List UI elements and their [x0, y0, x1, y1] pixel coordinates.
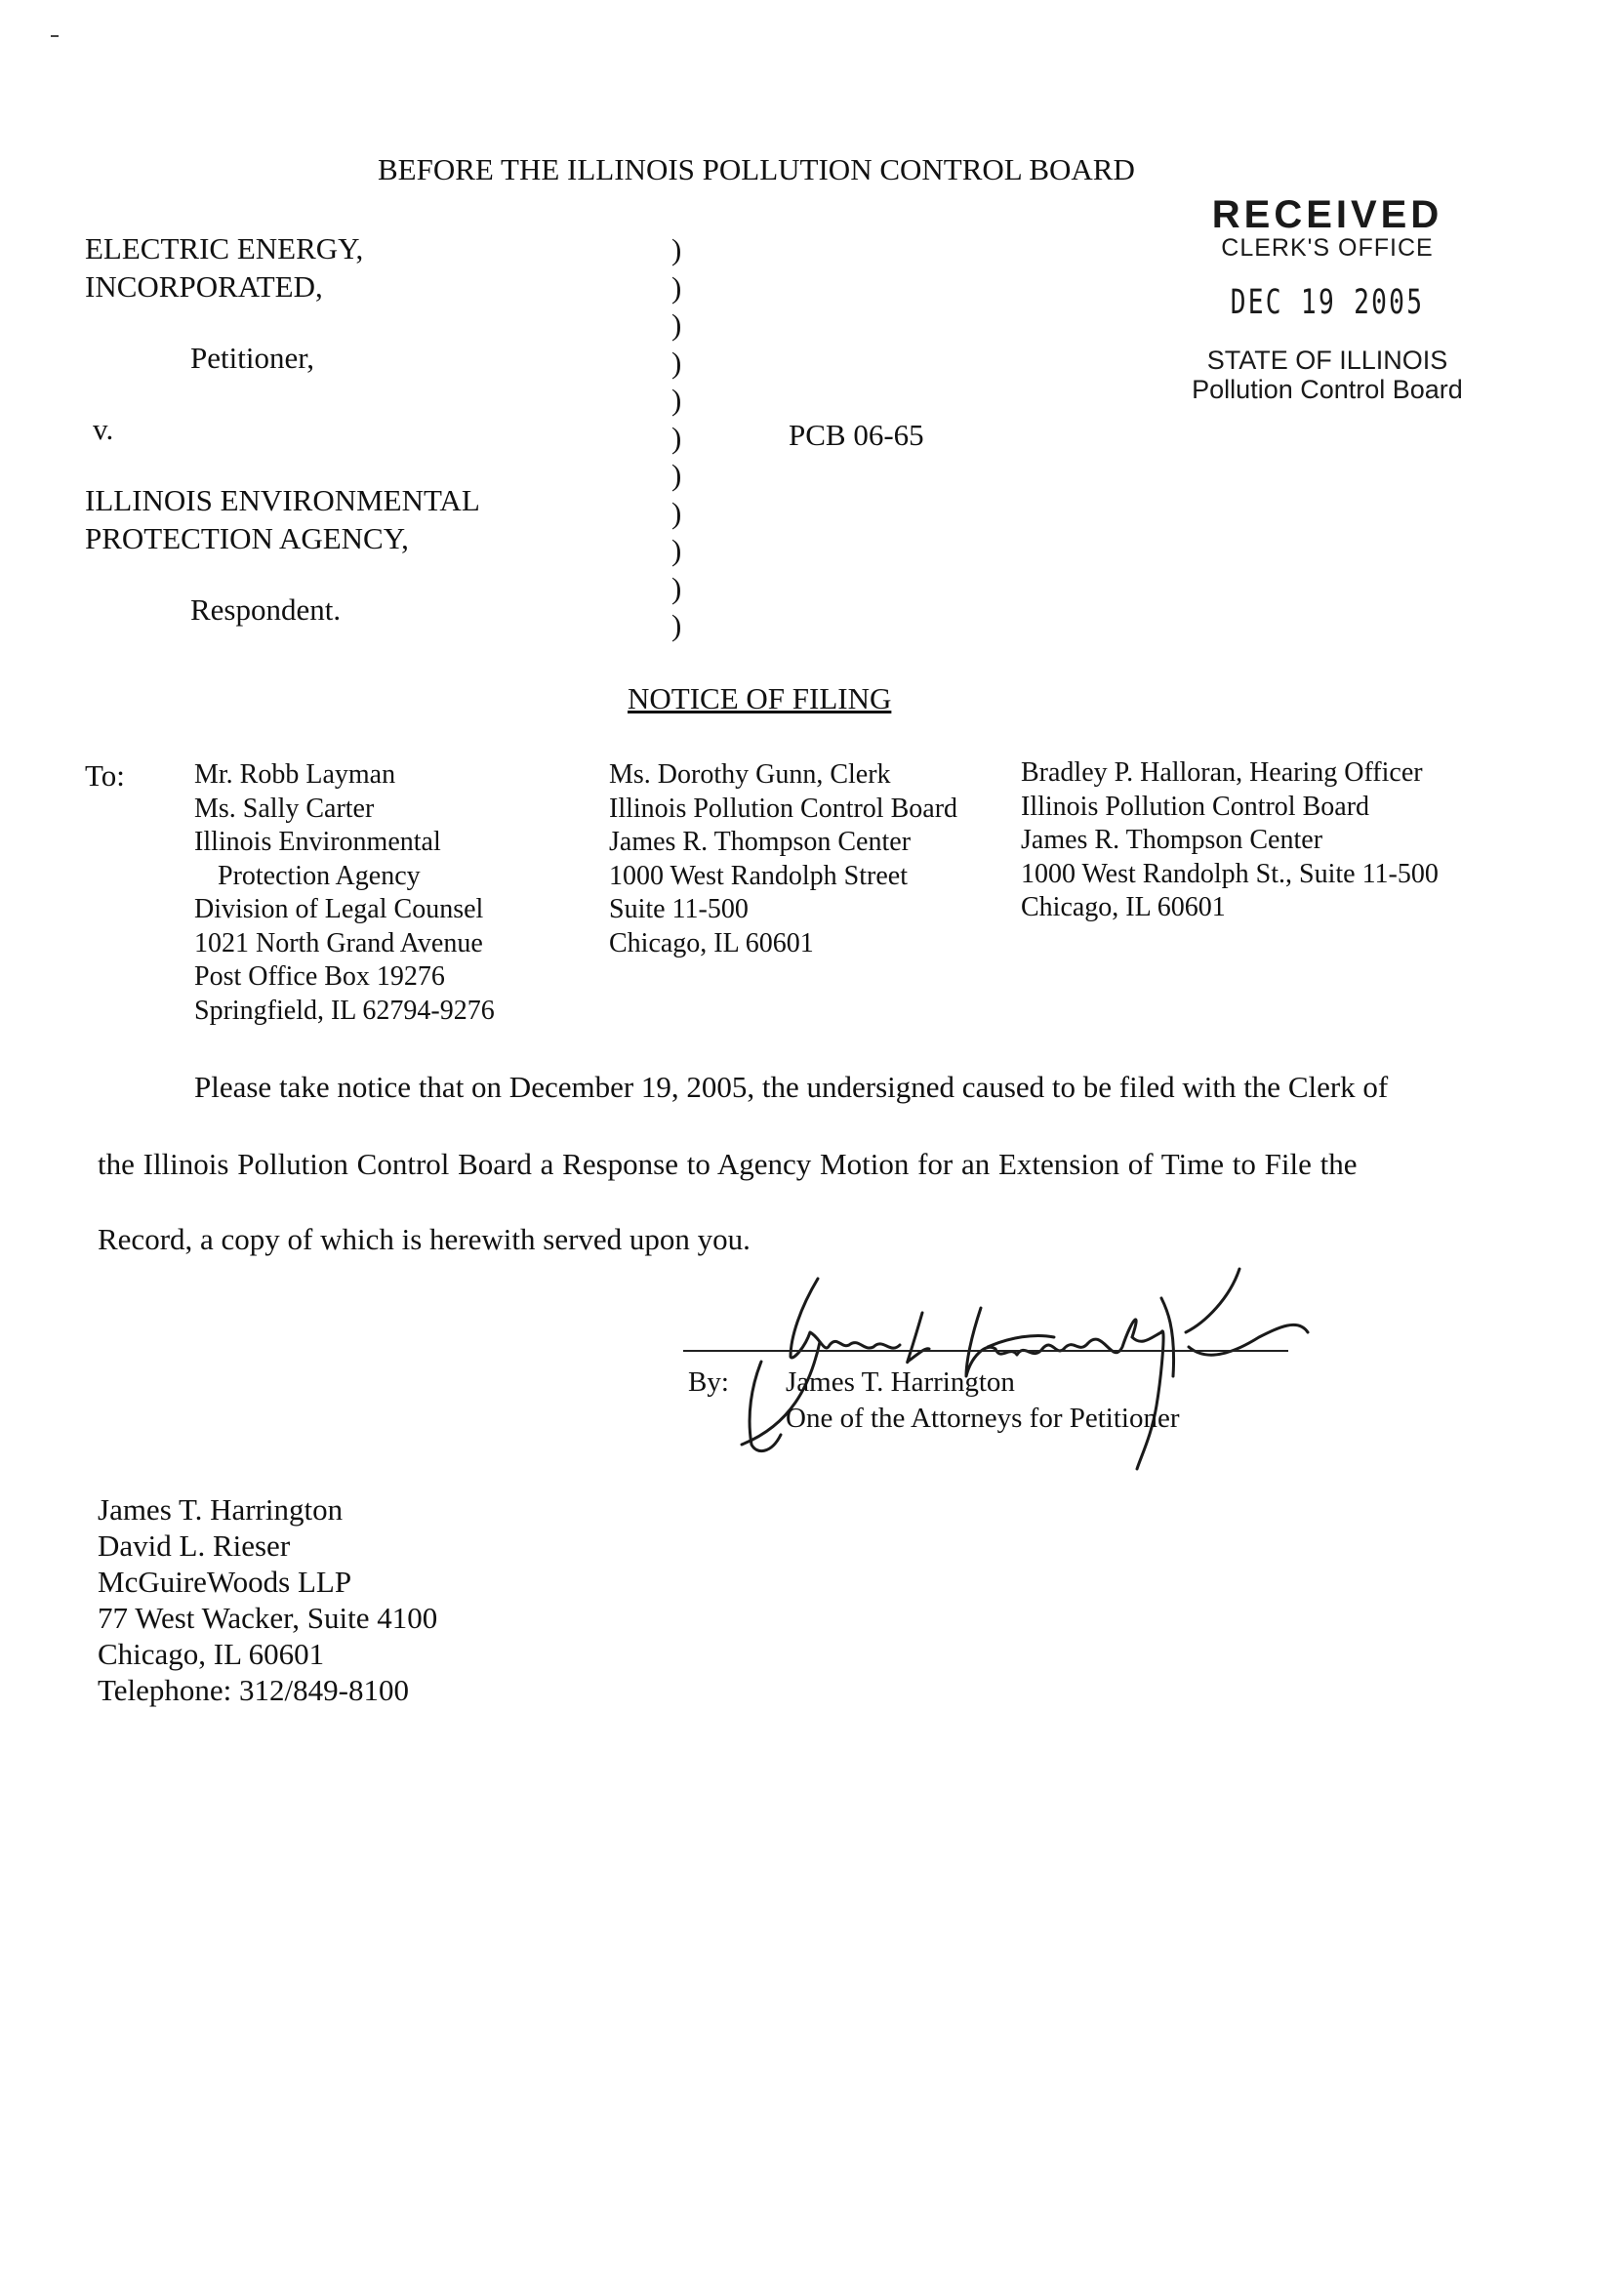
paren: ) [671, 345, 682, 380]
recipient-clerk [609, 758, 957, 960]
signature-line [683, 1350, 1288, 1352]
paren: ) [671, 570, 682, 605]
address-line: James R. Thompson Center [1021, 825, 1323, 855]
notice-body-line3: Record, a copy of which is herewith served upon you. [98, 1222, 751, 1256]
court-heading: BEFORE THE ILLINOIS POLLUTION CONTROL BOARD [378, 152, 1135, 186]
by-label: By: [688, 1366, 729, 1398]
paren: ) [671, 533, 682, 567]
notice-body-line1: Please take notice that on December 19, 2005, the undersigned caused to be filed with the Clerk of [194, 1070, 1389, 1104]
to-label: To: [85, 758, 125, 793]
signer-role: One of the Attorneys for Petitioner [786, 1403, 1180, 1434]
address-line: Ms. Sally Carter [194, 793, 375, 824]
address-line: Springfield, IL 62794-9276 [194, 995, 495, 1026]
stamp-clerks-office: CLERK'S OFFICE [1221, 234, 1434, 262]
notice-title: NOTICE OF FILING [628, 681, 892, 715]
stamp-board: Pollution Control Board [1192, 375, 1463, 404]
stamp-date: DEC 19 2005 [1230, 283, 1425, 322]
address-line: Illinois Environmental [194, 827, 441, 857]
address-line: Illinois Pollution Control Board [1021, 791, 1370, 822]
handwritten-signature [673, 1240, 1357, 1532]
respondent-name-line1: ILLINOIS ENVIRONMENTAL [85, 483, 480, 517]
petitioner-name-line2: INCORPORATED, [85, 269, 323, 304]
signer-name: James T. Harrington [786, 1366, 1015, 1398]
paren: ) [671, 307, 682, 342]
address-line: Illinois Pollution Control Board [609, 793, 958, 824]
stamp-state: STATE OF ILLINOIS [1206, 346, 1448, 375]
address-line: Ms. Dorothy Gunn, Clerk [609, 759, 891, 790]
firm-line: David L. Rieser [98, 1528, 291, 1563]
paren: ) [671, 608, 682, 642]
address-line: Chicago, IL 60601 [609, 927, 814, 958]
address-line: James R. Thompson Center [609, 827, 912, 857]
case-caption-parties [85, 231, 480, 631]
caption-parentheses [671, 231, 681, 645]
paren: ) [671, 269, 682, 305]
versus-label: v. [93, 412, 114, 446]
petitioner-role: Petitioner, [190, 341, 315, 375]
address-line: Bradley P. Halloran, Hearing Officer [1021, 757, 1423, 788]
firm-line: McGuireWoods LLP [98, 1565, 352, 1599]
firm-contact-block [98, 1491, 437, 1708]
respondent-role: Respondent. [190, 592, 342, 627]
address-line: Mr. Robb Layman [194, 759, 396, 790]
recipient-agency [194, 758, 495, 1028]
firm-line: Chicago, IL 60601 [98, 1637, 325, 1671]
address-line: Post Office Box 19276 [194, 961, 445, 992]
notice-body-line2: the Illinois Pollution Control Board a Response to Agency Motion for an Extension of Time to File the [98, 1147, 1358, 1181]
firm-line: 77 West Wacker, Suite 4100 [98, 1601, 438, 1635]
address-line: Chicago, IL 60601 [1021, 892, 1226, 922]
scan-mark [51, 35, 59, 37]
address-line: 1021 North Grand Avenue [194, 927, 483, 958]
petitioner-name-line1: ELECTRIC ENERGY, [85, 231, 364, 265]
paren: ) [671, 495, 682, 530]
firm-line: James T. Harrington [98, 1492, 344, 1527]
address-line: 1000 West Randolph Street [609, 860, 908, 891]
paren: ) [671, 383, 682, 417]
stamp-received: RECEIVED [1211, 193, 1443, 236]
respondent-name-line2: PROTECTION AGENCY, [85, 521, 409, 555]
received-stamp [1132, 195, 1522, 404]
address-line: Protection Agency [218, 860, 421, 891]
paren: ) [671, 420, 682, 455]
case-number: PCB 06-65 [789, 418, 924, 452]
address-line: Division of Legal Counsel [194, 894, 484, 924]
firm-line: Telephone: 312/849-8100 [98, 1673, 409, 1707]
paren: ) [671, 458, 682, 492]
address-line: 1000 West Randolph St., Suite 11-500 [1021, 858, 1439, 889]
recipient-hearing-officer [1021, 756, 1439, 925]
paren: ) [671, 232, 682, 266]
address-line: Suite 11-500 [609, 894, 749, 924]
